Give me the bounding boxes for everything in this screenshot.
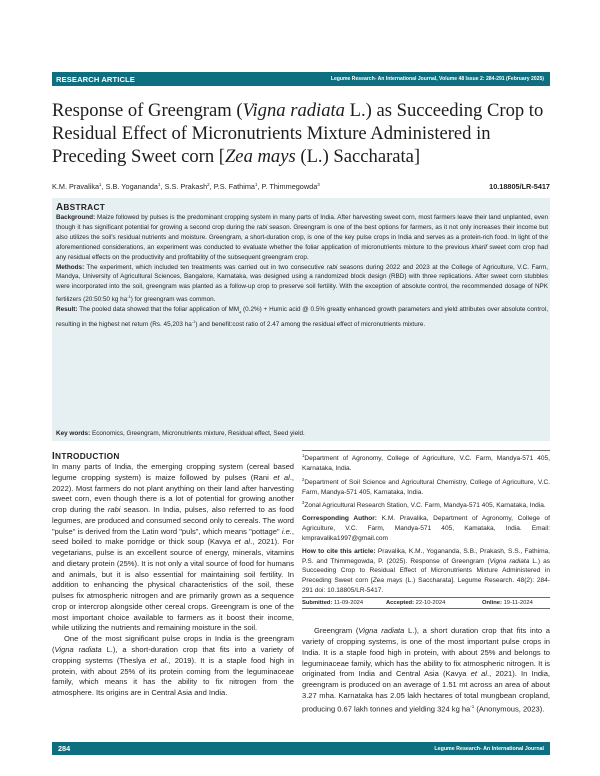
page-number: 284 [58,744,71,753]
article-header-bar [52,72,550,86]
author-list: K.M. Pravalika$^1$, S.B. Yogananda$^1$, S.S. Prakash$^2$, P.S. Fathima$^1$, P. Thimmegowda$^3$ [52,182,320,191]
introduction-body [52,462,294,699]
article-type-label: RESEARCH ARTICLE [56,74,135,84]
dates-top-rule [302,597,550,598]
submitted-date: Submitted: 11-09-2024 [302,600,364,606]
abstract-methods: Methods: The experiment, which included ten treatments was carried out in two consecutive rabi seasons during 2022 and 2023 at the College of Agriculture, V.C. Farm, Mandya, University of Agricultural Sciences, Bangalore, Karnataka, was designed using a randomized block design (RBD) with three replications. After sweet corn stubbles were incorporated into the soil, greengram was planted as a follow-up crop to preserve soil fertility. With the exception of absolute control, the recommended dosage of NPK fertilizers (20:50:50 kg $ha^{-1}$) for greengram was common. [56,263,549,304]
keywords: Key words: Economics, Greengram, Micronutrients mixture, Residual effect, Seed yield. [56,430,305,437]
introduction-heading: INTRODUCTION [52,451,120,462]
greengram-paragraph: Greengram (Vigna radiata L.), a short duration crop that fits into a variety of cropping systems, is one of the most important pulse crops in India. It is a staple food high in protein, with about 25% and belongs to leguminaceae family, which has the ability to fix atmospheric nitrogen. It is originated from India and Central Asia (Kavya et al., 2021). In India, greengram is produced on an average of 1.51 mt across an area of about 3.27 mha. Karnataka has 2.05 lakh hectares of total mungbean cropland, producing 0.67 lakh tonnes and yielding 324 kg $ha^{-1}$ (Anonymous, 2023). [302,626,550,714]
article-title: Response of Greengram (Vigna radiata L.) as Succeeding Crop to Residual Effect of Micronutrients Mixture Administered in Preceding Sweet corn [Zea mays (L.) Saccharata] [52,100,544,167]
intro-paragraph-2: One of the most significant pulse crops in India is the greengram (Vigna radiata L.), a short-duration crop that fits into a variety of cropping systems (Theslya et al., 2019). It is a staple food high in protein, with about 25% of its protein coming from the leguminaceae family, which means it has the ability to fix nitrogen from the atmosphere. Its origins are in Central Asia and India. [52,634,295,698]
abstract-result: Result: The pooled data showed that the foliar application of $MM_4$ (0.2%) + Humic acid @ 0.5% greatly enhanced growth parameters and yield attributes over absolute control, resulting in the highest net return (Rs. 45,203 $ha^{-1}$) and benefit:cost ratio of 2.47 among the residual effect of micronutrients mixture. [56,306,548,329]
affiliations-block [302,451,550,597]
footer-journal-name: Legume Research- An International Journal [434,745,544,752]
dates-bottom-rule [302,608,550,609]
abstract-body [56,213,548,330]
journal-citation-header: Legume Research- An International Journal, Volume 48 Issue 2: 284-291 (February 2025) [330,76,544,82]
doi-label[interactable]: 10.18805/LR-5417 [489,182,550,191]
page-footer-bar [52,742,550,755]
affiliation-2: $^2$Department of Soil Science and Agricultural Chemistry, College of Agriculture, V.C. Farm, Mandya-571 405, Karnataka, India. [302,476,550,496]
abstract-background: Background: Maize followed by pulses is the predominant cropping system in many parts of India. After harvesting sweet corn, most farmers leave their land unplanted, even though it has significant potential for growing a second crop during the rabi season. Greengram is one of the best options for farmers, as it not only increases their income but also utilizes the soil's residual nutrients and moisture. Greengram, a short-duration crop, is one of the key pulse crops in India and serves as a protein-rich food. In light of the aforementioned considerations, an experiment was conducted to evaluate whether the foliar application of micronutrients mixture to the previous kharif sweet corn crop had any residual effects on the productivity and profitability of the subsequent greengram crop. [56,214,548,261]
affiliation-1: $^1$Department of Agronomy, College of Agriculture, V.C. Farm, Mandya-571 405, Karnataka, India. [302,453,550,472]
accepted-date: Accepted: 22-10-2024 [386,600,446,606]
authors-row [52,182,550,192]
right-column-body [302,626,550,715]
affiliation-3: $^3$Zonal Agricultural Research Station, V.C. Farm, Mandya-571 405, Karnataka, India. [302,500,546,510]
how-to-cite: How to cite this article: Pravalika, K.M., Yogananda, S.B., Prakash, S.S., Fathima, P.S. and Thimmegowda, P. (2025). Response of Greengram (Vigna radiata L.) as Succeeding Crop to Residual Effect of Micronutrients Mixture Administered in Preceding Sweet corn [Zea mays (L.) Saccharata]. Legume Research. 48(2): 284-291 doi: 10.18805/LR-5417. [302,547,550,595]
corresponding-author: Corresponding Author: K.M. Pravalika, Department of Agronomy, College of Agriculture, V.C. Farm, Mandya-571 405, Kamataka, India. Email: kmpravalika1997@gmail.com [302,515,550,542]
online-date: Online: 19-11-2024 [482,600,533,606]
intro-paragraph-1: In many parts of India, the emerging cropping system (cereal based legume cropping system) is maize followed by pulses (Rani et al., 2022). Most farmers do not plant anything on their land after harvesting sweet corn, even though there is a lot of potential for growing another crop during the rabi season. In India, pulses, also referred to as food legumes, are produced and consumed second only to cereals. The word "pulse" is derived from the Latin word "puls", which means "pottage" i.e., seed boiled to make porridge or thick soup (Kavya et al., 2021). For vegetarians, pulse is an excellent source of energy, minerals, vitamins and dietary protein (25%). It is not only a vital source of food for humans and animals, but it is also essential for maintaining soil fertility. In addition to enhancing the physical characteristics of the soil, these pulses fix atmospheric nitrogen and are primarily grown as a sequence crop or intercrop alongside other cereal crops. Greengram is one of the most important choice available to farmers as it boost their income, while utilizing the nutrients and remaining moisture in the soil. [52,462,295,633]
abstract-heading: ABSTRACT [56,202,106,213]
